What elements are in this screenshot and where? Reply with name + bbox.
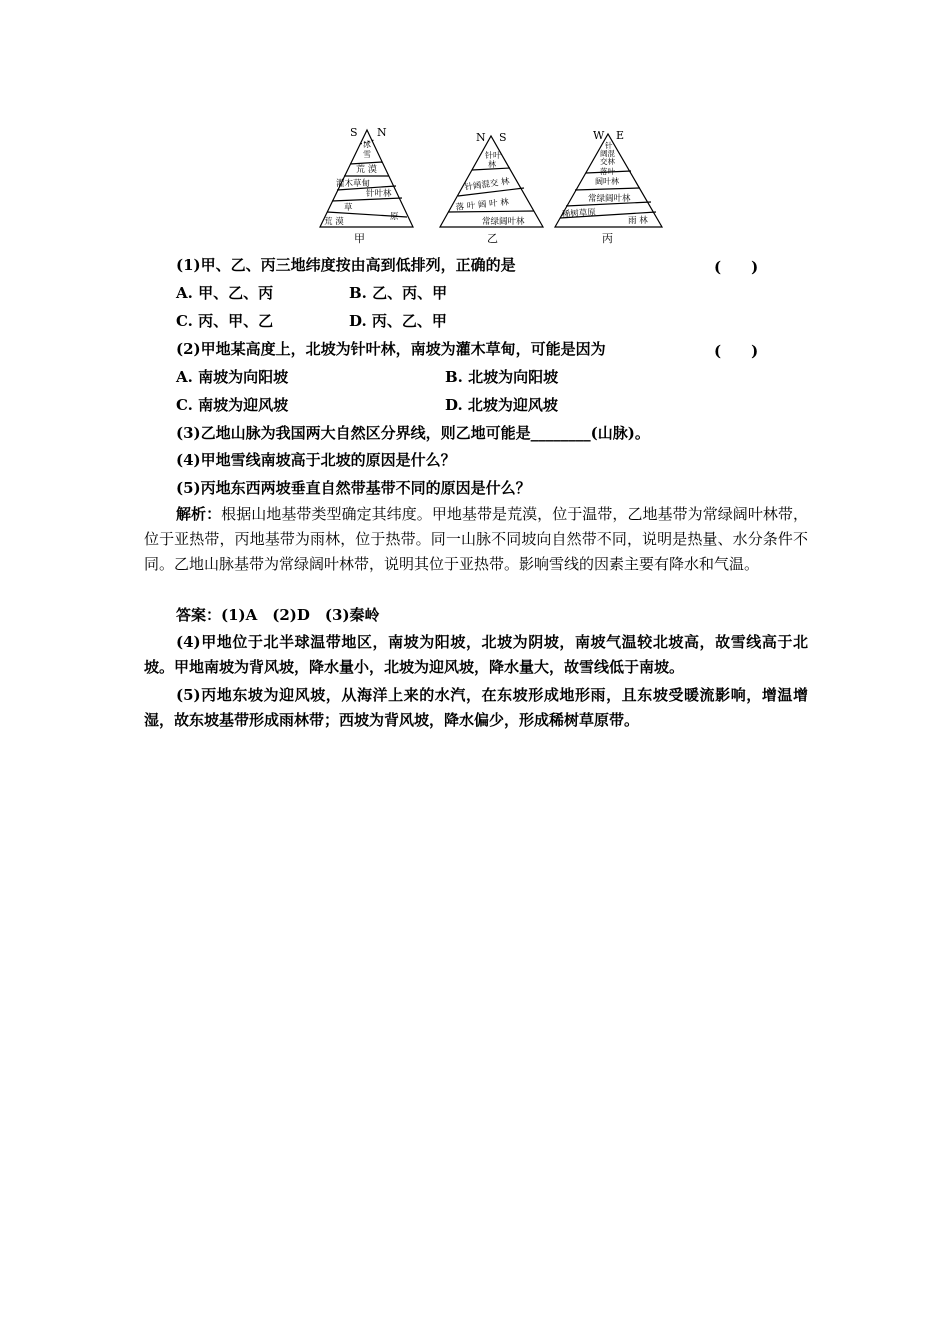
solution-paragraph bbox=[144, 502, 808, 577]
yi-zone: 落 叶 阔 叶 林 bbox=[455, 197, 510, 213]
jia-zone: 灌木草甸 bbox=[336, 179, 371, 189]
yi-zone: 针阔混交 林 bbox=[464, 176, 511, 193]
q1-option-a: A. 甲、乙、丙 bbox=[176, 284, 274, 302]
bing-label: 丙 bbox=[602, 232, 613, 245]
bing-zone: 针 bbox=[605, 141, 613, 150]
question-2: (2)甲地某高度上，北坡为针叶林，南坡为灌木草甸，可能是因为 bbox=[176, 340, 606, 358]
jia-zone: 草 bbox=[344, 203, 353, 213]
bing-dir-right: E bbox=[616, 129, 625, 142]
q2-option-a: A. 南坡为向阳坡 bbox=[176, 368, 289, 386]
solution-text: 根据山地基带类型确定其纬度。甲地基带是荒漠，位于温带，乙地基带为常绿阔叶林带，位于亚热带，丙地基带为雨林，位于热带。同一山脉不同坡向自然带不同，说明是热量、水分条件不同。乙地山脉基带为常绿阔叶林带，说明其位于亚热带。影响雪线的因素主要有降水和气温。 bbox=[144, 505, 808, 573]
jia-zone: 雪 bbox=[363, 150, 371, 159]
vertical-zonation-figure bbox=[310, 124, 680, 248]
bing-zone: 落叶 bbox=[600, 167, 615, 176]
q2-option-d: D. 北坡为迎风坡 bbox=[445, 396, 558, 414]
jia-label: 甲 bbox=[354, 232, 365, 245]
bing-zone: 稀树草原 bbox=[561, 207, 597, 220]
bing-zone: 阔混 bbox=[600, 149, 615, 158]
question-5: (5)丙地东西两坡垂直自然带基带不同的原因是什么？ bbox=[176, 479, 531, 497]
jia-dir-left: S bbox=[350, 126, 358, 139]
yi-zone: 林 bbox=[488, 160, 496, 169]
bing-dir-left: W bbox=[593, 129, 605, 142]
yi-zone: 针叶 bbox=[485, 151, 501, 160]
yi-zone: 常绿阔叶林 bbox=[482, 217, 525, 227]
bing-zone: 阔叶林 bbox=[595, 177, 619, 186]
jia-zone: 荒 漠 bbox=[324, 217, 344, 227]
question-4: (4)甲地雪线南坡高于北坡的原因是什么？ bbox=[176, 451, 456, 469]
q1-option-c: C. 丙、甲、乙 bbox=[176, 312, 274, 330]
q1-option-b: B. 乙、丙、甲 bbox=[349, 284, 448, 302]
q2-option-c: C. 南坡为迎风坡 bbox=[176, 396, 289, 414]
yi-dir-left: N bbox=[476, 131, 486, 144]
question-1: (1)甲、乙、丙三地纬度按由高到低排列，正确的是 bbox=[176, 256, 516, 274]
answer-5: (5)丙地东坡为迎风坡，从海洋上来的水汽，在东坡形成地形雨，且东坡受暖流影响，增温增湿，故东坡基带形成雨林带；西坡为背风坡，降水偏少，形成稀树草原带。 bbox=[144, 686, 808, 729]
jia-zone: 荒 漠 bbox=[356, 165, 377, 175]
q1-option-d: D. 丙、乙、甲 bbox=[349, 312, 447, 330]
q2-option-b: B. 北坡为向阳坡 bbox=[445, 368, 559, 386]
jia-zone: 针叶林 bbox=[366, 189, 392, 199]
answer-paren-1: ( ) bbox=[714, 258, 759, 276]
jia-dir-right: N bbox=[377, 126, 387, 139]
jia-zone: 原 bbox=[390, 212, 399, 222]
solution-label: 解析： bbox=[176, 505, 222, 523]
bing-zone: 常绿阔叶林 bbox=[588, 194, 631, 204]
answers-line: 答案：(1)A (2)D (3)秦岭 bbox=[176, 606, 380, 624]
answer-4: (4)甲地位于北半球温带地区，南坡为阳坡，北坡为阴坡，南坡气温较北坡高，故雪线高于北坡。甲地南坡为背风坡，降水量小，北坡为迎风坡，降水量大，故雪线低于南坡。 bbox=[144, 633, 808, 676]
bing-zone: 交林 bbox=[600, 157, 615, 166]
yi-dir-right: S bbox=[499, 131, 507, 144]
answer-paren-2: ( ) bbox=[714, 342, 759, 360]
bing-zone: 雨 林 bbox=[628, 216, 648, 226]
question-3: (3)乙地山脉为我国两大自然区分界线，则乙地可能是________(山脉)。 bbox=[176, 424, 650, 442]
jia-zone: 冰 bbox=[363, 140, 371, 149]
yi-label: 乙 bbox=[487, 232, 498, 245]
